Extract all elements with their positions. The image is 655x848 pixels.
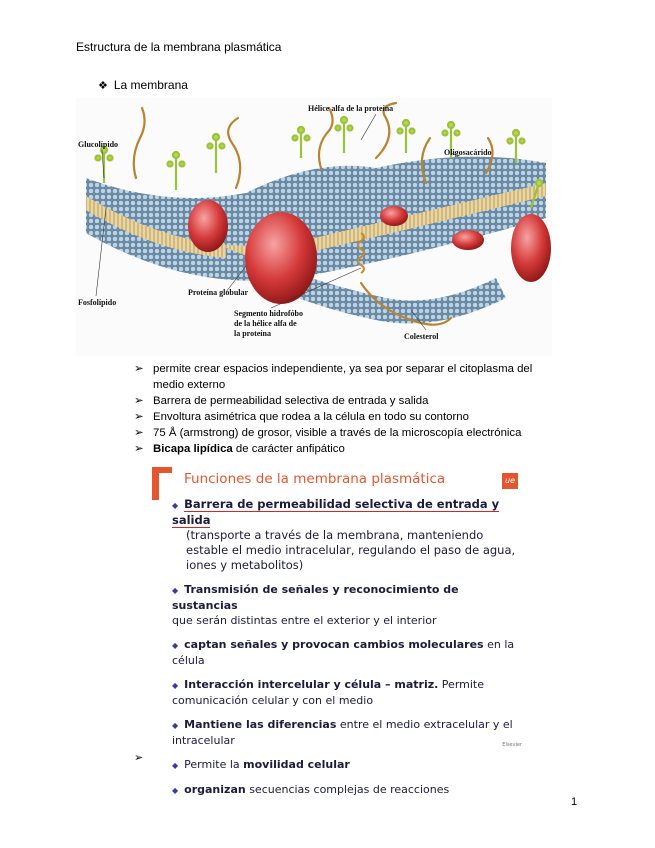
slide-item-detail: (transporte a través de la membrana, manteniendo estable el medio intracelular, regulando el paso de agua, iones y metabolitos)	[186, 528, 516, 572]
slide-item-bold: captan señales y provocan cambios moleculares	[184, 638, 484, 651]
membrane-diagram	[76, 98, 552, 356]
list-item	[134, 441, 554, 457]
slide-item-bold: Interacción intercelular y célula – matriz.	[184, 678, 439, 691]
list-item-text: Barrera de permeabilidad selectiva de entrada y salida	[153, 395, 429, 407]
label-segmento-3: la proteína	[234, 329, 271, 338]
label-segmento-2: de la hélice alfa de	[234, 319, 297, 328]
arrow-bullet-icon: ➢	[134, 443, 144, 455]
section-heading	[98, 78, 188, 92]
diamond-bullet-icon: ❖	[98, 79, 108, 92]
arrow-bullet-icon: ➢	[134, 427, 144, 439]
slide-item-bold: Barrera de permeabilidad selectiva de entrada y salida	[172, 497, 500, 527]
diamond-bullet-icon: ◆	[172, 721, 179, 730]
diamond-bullet-icon: ◆	[172, 681, 179, 690]
list-item	[134, 361, 554, 393]
slide-item-bold: organizan	[184, 783, 246, 796]
diamond-bullet-icon: ◆	[172, 501, 179, 510]
arrow-bullet-icon: ➢	[134, 363, 144, 375]
label-segmento-1: Segmento hidrofóbo	[234, 309, 303, 318]
functions-slide	[152, 467, 530, 796]
list-item-text: 75 Å (armstrong) de grosor, visible a través de la microscopía electrónica	[153, 427, 522, 439]
bold-term: Bicapa lipídica	[153, 443, 233, 455]
slide-item	[172, 782, 522, 798]
slide-item-detail: en la célula	[172, 638, 515, 667]
slide-item-pre: Permite la	[184, 758, 244, 771]
section-heading-text: La membrana	[113, 78, 188, 92]
label-oligosacarido: Oligosacárido	[444, 148, 492, 157]
bullet-list	[134, 361, 554, 457]
slide-item-bold: Transmisión de señales y reconocimiento de sustancias	[172, 583, 459, 612]
list-item	[134, 409, 554, 425]
slide-item-detail: que serán distintas entre el exterior y el interior	[172, 614, 437, 627]
slide-item	[172, 757, 522, 773]
list-item-text: permite crear espacios independiente, ya sea por separar el citoplasma del medio externo	[153, 363, 533, 391]
arrow-bullet-icon: ➢	[134, 395, 144, 407]
empty-bullet: ➢	[134, 752, 144, 764]
slide-content	[172, 497, 522, 807]
slide-item-detail: entre el medio extracelular y el intracelular	[172, 718, 513, 747]
diamond-bullet-icon: ◆	[172, 786, 179, 795]
document-title: Estructura de la membrana plasmática	[76, 40, 282, 54]
slide-item	[172, 677, 522, 708]
label-glucolipido: Glucolípido	[78, 140, 119, 149]
list-item-rest: de carácter anfipático	[232, 443, 345, 455]
publisher-logo-icon: ue	[502, 473, 518, 489]
slide-item	[172, 497, 522, 573]
list-item-text	[153, 441, 554, 457]
diamond-bullet-icon: ◆	[172, 761, 179, 770]
slide-accent-bar-top	[152, 467, 172, 473]
slide-item	[172, 582, 522, 628]
diamond-bullet-icon: ◆	[172, 586, 179, 595]
list-item	[134, 393, 554, 409]
slide-title: Funciones de la membrana plasmática	[184, 471, 446, 487]
slide-item-detail: Permite comunicación celular y con el medio	[172, 678, 484, 707]
diamond-bullet-icon: ◆	[172, 641, 179, 650]
arrow-bullet-icon: ➢	[134, 411, 144, 423]
slide-item-bold: movilidad celular	[243, 758, 350, 771]
list-item-text: Envoltura asimétrica que rodea a la célula en todo su contorno	[153, 411, 469, 423]
list-item	[134, 425, 554, 441]
slide-item	[172, 717, 522, 748]
label-fosfolipido: Fosfolípido	[78, 298, 117, 307]
label-proteina-globular: Proteína globular	[188, 288, 249, 297]
slide-item-detail: secuencias complejas de reacciones	[245, 783, 450, 796]
page-number: 1	[571, 796, 578, 808]
membrane-illustration	[76, 98, 552, 356]
slide-credit: Elsevier	[502, 742, 522, 748]
slide-item-bold: Mantiene las diferencias	[184, 718, 337, 731]
label-helice: Hélice alfa de la proteína	[308, 104, 394, 113]
label-colesterol: Colesterol	[404, 332, 439, 341]
slide-item	[172, 637, 522, 668]
